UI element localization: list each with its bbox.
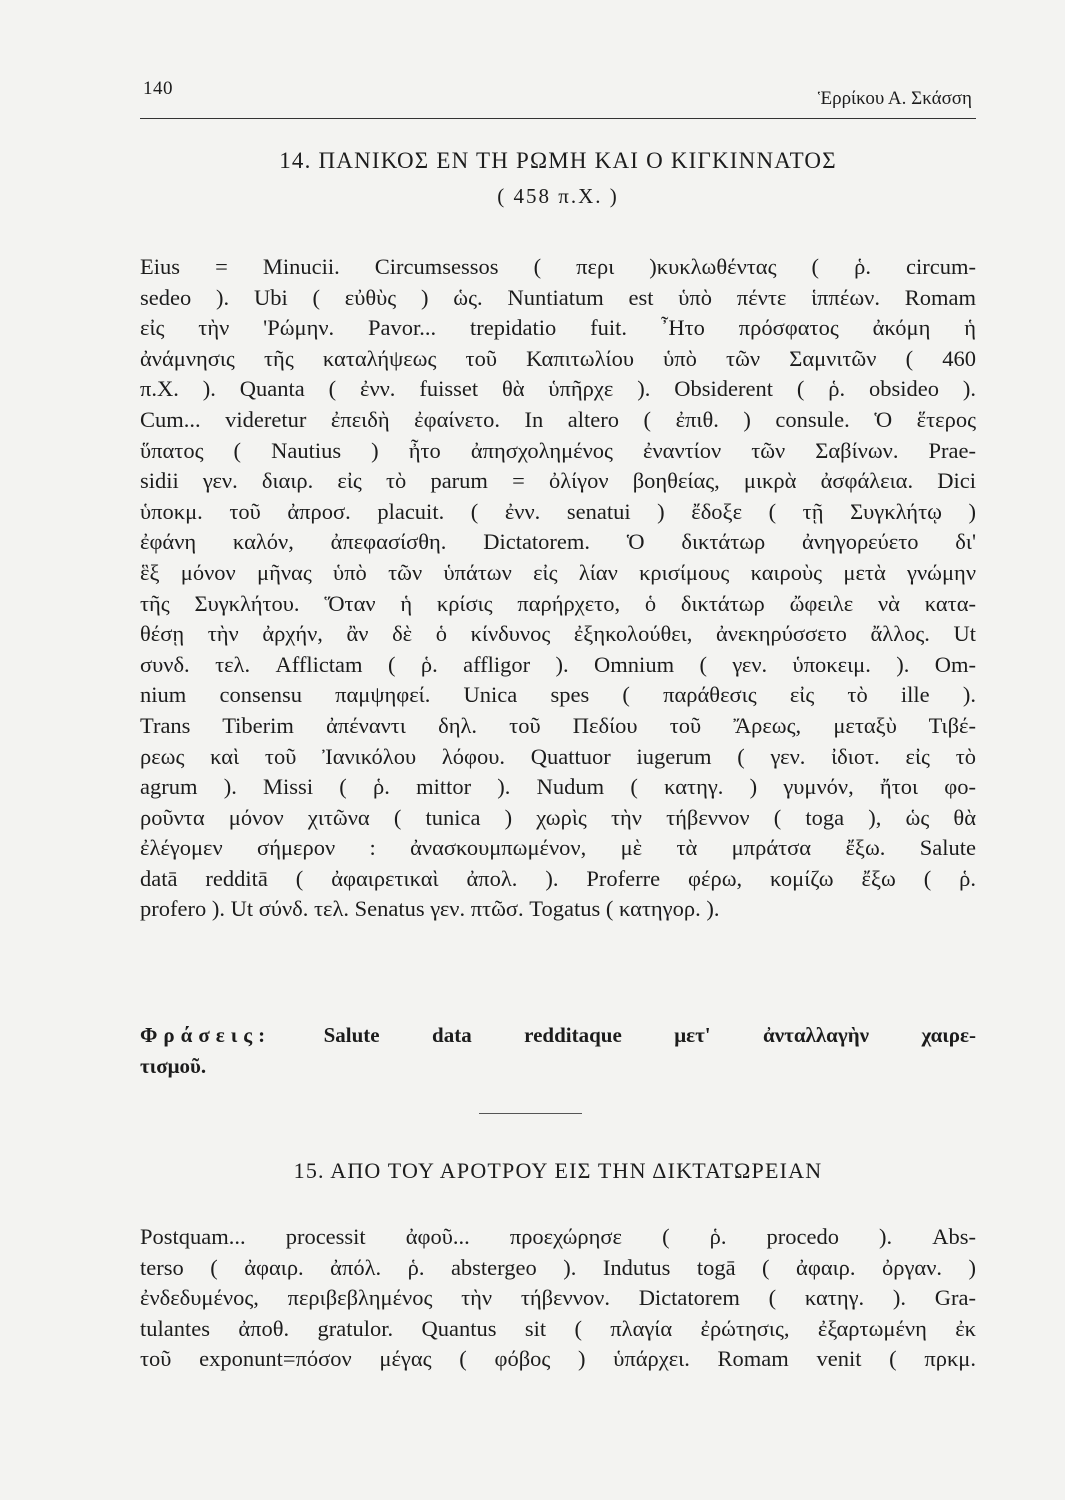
text-line: εἰς τὴν 'Ρώμην. Pavor... trepidatio fuit. ῏Ητο πρόσφατος ἀκόμη ἡ bbox=[140, 315, 976, 341]
text-line: profero ). Ut σύνδ. τελ. Senatus γεν. πτῶσ. Togatus ( κατηγορ. ). bbox=[140, 896, 720, 922]
text-line: π.Χ. ). Quanta ( ἐνν. fuisset θὰ ὑπῆρχε ). Obsiderent ( ῥ. obsideo ). bbox=[140, 376, 976, 402]
text-line: tulantes ἀποθ. gratulor. Quantus sit ( πλαγία ἐρώτησις, ἐξαρτωμένη ἐκ bbox=[140, 1315, 976, 1341]
phrases-line bbox=[140, 1020, 976, 1051]
text-line: ρεως καὶ τοῦ Ἰανικόλου λόφου. Quattuor iugerum ( γεν. ἰδιοτ. εἰς τὸ bbox=[140, 743, 976, 769]
text-line: ἐφάνη καλόν, ἀπεφασίσθη. Dictatorem. Ὁ δικτάτωρ ἀνηγορεύετο δι' bbox=[140, 529, 976, 555]
text-line: ἐνδεδυμένος, περιβεβλημένος τὴν τήβεννον. Dictatorem ( κατηγ. ). Gra- bbox=[140, 1285, 976, 1311]
text-line: agrum ). Missi ( ῥ. mittor ). Nudum ( κατηγ. ) γυμνόν, ἤτοι φο- bbox=[140, 774, 976, 800]
section-14-date: ( 458 π.Χ. ) bbox=[497, 184, 619, 208]
text-line: Trans Tiberim ἀπέναντι δηλ. τοῦ Πεδίου τοῦ Ἄρεως, μεταξὺ Τιβέ- bbox=[140, 712, 976, 738]
section-14-title: 14. ΠΑΝΙΚΟΣ ΕΝ ΤΗ ΡΩΜΗ ΚΑΙ Ο ΚΙΓΚΙΝΝΑΤΟΣ bbox=[279, 148, 837, 173]
section-15-title: 15. ΑΠΟ ΤΟΥ ΑΡΟΤΡΟΥ ΕΙΣ ΤΗΝ ΔΙΚΤΑΤΩΡΕΙΑΝ bbox=[293, 1158, 823, 1183]
text-line: ὕπατος ( Nautius ) ἦτο ἀπησχολημένος ἐναντίον τῶν Σαβίνων. Prae- bbox=[140, 437, 976, 463]
text-line: τῆς Συγκλήτου. Ὅταν ἡ κρίσις παρήρχετο, ὁ δικτάτωρ ὤφειλε νὰ κατα- bbox=[140, 590, 976, 616]
text-line: terso ( ἀφαιρ. ἀπόλ. ῥ. abstergeo ). Indutus togā ( ἀφαιρ. ὀργαν. ) bbox=[140, 1254, 976, 1280]
section-15-commentary bbox=[140, 1222, 976, 1375]
phrases-line-continued: τισμοῦ. bbox=[140, 1053, 207, 1078]
running-author: Ἑρρίκου Α. Σκάσση bbox=[817, 88, 972, 109]
text-line: συνδ. τελ. Afflictam ( ῥ. affligor ). Omnium ( γεν. ὑποκειμ. ). Om- bbox=[140, 651, 976, 677]
text-line: ροῦντα μόνον χιτῶνα ( tunica ) χωρὶς τὴν τήβεννον ( toga ), ὡς θὰ bbox=[140, 804, 976, 830]
section-divider bbox=[479, 1113, 582, 1114]
text-line: Eius = Minucii. Circumsessos ( περι )κυκλωθέντας ( ῥ. circum- bbox=[140, 254, 976, 279]
phrases-note bbox=[140, 1020, 976, 1081]
text-line: τοῦ exponunt=πόσον μέγας ( φόβος ) ὑπάρχει. Romam venit ( πρκμ. bbox=[140, 1346, 976, 1372]
text-line: sidii γεν. διαιρ. εἰς τὸ parum = ὀλίγον βοηθείας, μικρὰ ἀσφάλεια. Dici bbox=[140, 468, 976, 494]
text-line: sedeo ). Ubi ( εὐθὺς ) ὡς. Nuntiatum est ὑπὸ πέντε ἱππέων. Romam bbox=[140, 284, 976, 310]
text-line: ἀνάμνησις τῆς καταλήψεως τοῦ Καπιτωλίου ὑπὸ τῶν Σαμνιτῶν ( 460 bbox=[140, 345, 976, 371]
text-line: Postquam... processit ἀφοῦ... προεχώρησε ( ῥ. procedo ). Abs- bbox=[140, 1224, 976, 1249]
text-line: nium consensu παμψηφεί. Unica spes ( παράθεσις εἰς τὸ ille ). bbox=[140, 682, 976, 708]
text-line: ἐλέγομεν σήμερον : ἀνασκουμπωμένον, μὲ τὰ μπράτσα ἔξω. Salute bbox=[140, 835, 976, 861]
running-header bbox=[140, 78, 976, 119]
text-line: θέσῃ τὴν ἀρχήν, ἂν δὲ ὁ κίνδυνος ἐξηκολούθει, ἀνεκηρύσσετο ἄλλος. Ut bbox=[140, 621, 976, 647]
text-line: datā redditā ( ἀφαιρετικαὶ ἀπολ. ). Proferre φέρω, κομίζω ἔξω ( ῥ. bbox=[140, 865, 976, 891]
text-line: ὑποκμ. τοῦ ἀπροσ. placuit. ( ἐνν. senatui ) ἔδοξε ( τῇ Συγκλήτῳ ) bbox=[140, 498, 976, 524]
phrases-label: Φράσεις: bbox=[140, 1023, 272, 1047]
text-line: ἓξ μόνον μῆνας ὑπὸ τῶν ὑπάτων εἰς λίαν κρισίμους καιροὺς μετὰ γνώμην bbox=[140, 559, 976, 585]
section-14-commentary bbox=[140, 252, 976, 925]
page-number: 140 bbox=[143, 78, 173, 99]
text-line: Cum... videretur ἐπειδὴ ἐφαίνετο. In altero ( ἐπιθ. ) consule. Ὁ ἕτερος bbox=[140, 406, 976, 432]
phrases-text: Salute data redditaque μετ' ἀνταλλαγὴν χαιρε- bbox=[323, 1023, 977, 1047]
